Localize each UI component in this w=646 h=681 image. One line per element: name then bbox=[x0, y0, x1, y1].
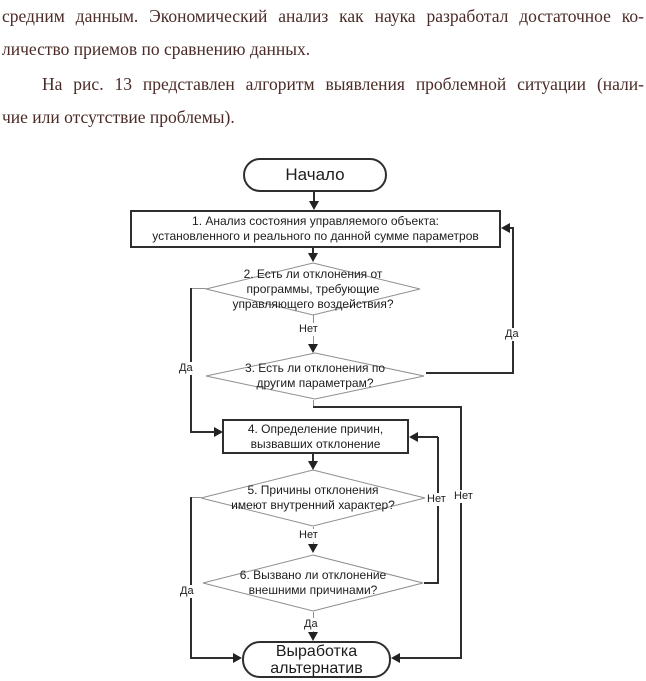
label-yes-d3: Да bbox=[505, 328, 519, 340]
end-terminal bbox=[242, 641, 391, 678]
connector-d5-end-vertical bbox=[190, 497, 192, 659]
end-terminal-line1: Выработка bbox=[275, 642, 358, 660]
connector-d2-box4-vertical bbox=[190, 288, 192, 432]
connector-d3-end-horizontal2 bbox=[400, 657, 462, 659]
connector-d3-box1-vertical bbox=[512, 228, 514, 374]
decision-3-line2: другим параметрам? bbox=[256, 376, 374, 390]
connector-d3-end-horizontal1 bbox=[313, 406, 462, 408]
paragraph2-line1: На рис. 13 представлен алгоритм выявления проблемной ситуации (нали- bbox=[42, 74, 644, 94]
decision-6-line1: 6. Вызвано ли отклонение bbox=[239, 568, 387, 582]
arrowhead-down-icon bbox=[308, 461, 318, 470]
process-box-1-line1: 1. Анализ состояния управляемого объекта: bbox=[192, 214, 439, 228]
end-terminal-line2: альтернатив bbox=[270, 659, 363, 677]
paragraph-block bbox=[2, 0, 644, 134]
paragraph1-line2: личество приемов по сравнению данных. bbox=[2, 39, 311, 59]
decision-5-line2: имеют внутренний характер? bbox=[231, 498, 395, 512]
label-no-d2: Нет bbox=[299, 323, 318, 335]
arrowhead-down-icon bbox=[308, 632, 318, 641]
paragraph2-line2: чие или отсутствие проблемы). bbox=[2, 107, 235, 127]
arrowhead-down-icon bbox=[308, 344, 318, 353]
process-box-1 bbox=[130, 210, 501, 248]
connector-d5-end-horizontal bbox=[190, 657, 233, 659]
arrowhead-down-icon bbox=[308, 544, 318, 553]
arrowhead-down-icon bbox=[309, 201, 319, 210]
connector-d2-box4-horizontal bbox=[190, 431, 214, 433]
decision-3 bbox=[204, 352, 426, 400]
decision-3-line1: 3. Есть ли отклонения по bbox=[244, 361, 386, 375]
start-label: Начало bbox=[285, 165, 345, 184]
decision-6 bbox=[201, 554, 425, 612]
label-no-d6: Нет bbox=[427, 493, 446, 505]
label-yes-d2: Да bbox=[179, 362, 193, 374]
arrowhead-right-icon bbox=[214, 427, 223, 437]
label-yes-d6: Да bbox=[304, 618, 318, 630]
arrowhead-down-icon bbox=[308, 253, 318, 262]
connector-d3-end-vertical bbox=[460, 406, 462, 659]
decision-2-line1: 2. Есть ли отклонения от bbox=[243, 266, 383, 281]
connector-d3-box1-horizontal bbox=[426, 372, 514, 374]
arrowhead-left-icon bbox=[391, 653, 400, 663]
arrowhead-right-icon bbox=[233, 653, 242, 663]
decision-2-line3: управляющего воздействия? bbox=[232, 296, 394, 311]
process-box-1-line2: установленного и реального по данной сумме параметров bbox=[152, 229, 479, 243]
decision-2 bbox=[204, 262, 422, 316]
label-no-d5: Нет bbox=[299, 529, 318, 541]
start-terminal bbox=[243, 158, 387, 192]
process-box-4-line2: вызвавших отклонение bbox=[250, 436, 381, 451]
decision-6-line2: внешними причинами? bbox=[248, 583, 378, 597]
label-no-d3: Нет bbox=[454, 490, 473, 502]
label-yes-d5: Да bbox=[180, 585, 194, 597]
decision-5-line1: 5. Причины отклонения bbox=[247, 483, 379, 497]
arrowhead-left-icon bbox=[409, 432, 418, 442]
process-box-4 bbox=[222, 419, 409, 454]
connector-d6-box4-horizontal2 bbox=[418, 436, 438, 438]
process-box-4-line1: 4. Определение причин, bbox=[247, 421, 384, 436]
arrowhead-left-icon bbox=[501, 223, 510, 233]
decision-2-line2: программы, требующие bbox=[246, 281, 380, 296]
connector-d6-box4-vertical bbox=[437, 437, 439, 584]
paragraph1-line1: средним данным. Экономический анализ как наука разработал достаточное ко- bbox=[2, 6, 644, 26]
decision-5 bbox=[199, 469, 427, 527]
